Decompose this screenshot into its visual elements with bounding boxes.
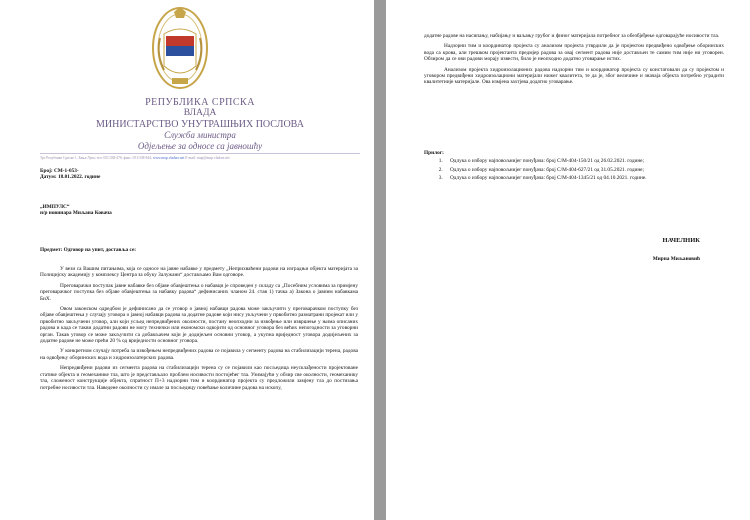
paragraph: У конкретном случају потреба за извођењем непредвиђених радова се појавила у сегменту радова на стабилизацији терена, радова на одвођењу оборинских вода и хидроизолатерских радова. xyxy=(40,348,358,361)
addressee-person: н/р новинара Миљана Ковача xyxy=(40,210,112,217)
department-name: Одјељење за односе са јавношћу xyxy=(137,141,263,151)
document-page-left xyxy=(0,0,374,520)
paragraph: У вези са Вашим питањима, која се односе на јавне набавке у предмету „Неприхваћени радови на изградњи објекта материјата за Полицијску академију у комплексу Центра за обуку Залужани“ достављамо Вам одговоре. xyxy=(40,266,358,279)
ministry-name: МИНИСТАРСТВО УНУТРАШЊИХ ПОСЛОВА xyxy=(96,119,304,130)
attachments xyxy=(424,150,724,184)
government-name: ВЛАДА xyxy=(183,108,217,118)
addressee-org: „ИМПУЛС“ xyxy=(40,204,70,210)
reference-number: Број: СМ-1-053- xyxy=(40,168,79,174)
paragraph: Преговарачки поступак јавне набавке без објаве обавјештења о набавци је спроведен у складу са „Посебним условима за примјену преговарачког поступка без објаве обавјештења за набавку радова“ дефинисаних чланом 24. став 1) тачка а) Закона о јавним набавкама БиХ. xyxy=(40,282,358,302)
attachment-item: 1. Одлука о избору најповољнијег понуђача: број С/М-404-150/21 од 26.02.2021. године; xyxy=(444,158,724,164)
service-name: Служба министра xyxy=(164,130,236,140)
signature-block xyxy=(600,238,700,263)
contact-address: Трг Републике Српске 1, Бања Лука; тел: 051/338-476, факс: 051/338-844; xyxy=(40,156,153,160)
subject-line: Предмет: Одговор на упит, доставља се: xyxy=(40,247,137,253)
coat-of-arms-icon xyxy=(150,4,210,92)
paragraph: Овом законском одредбом је дефинисано да се уговор о јавној набавци радова може закључити у преговарачком поступку без објаве обавјештења у случају уговора о јавној набавци радова за додатне радове који нису укључени у првобитно разматрани пројекат или у првобитно закључени уговор, али који усљед непредвиђених околности, постану неопходни за извођење или извршење у њима описаних радова и када се такви додатни радови не могу технички или економски одвојити од основног уговора без већих непогодности за уговорни орган. Такав уговор се може закључити са добављачем који је додијељен основни уговор, а укупна вриједност уговора додијељених за додатне радове не може прећи 20 % од вриједности основног уговора. xyxy=(40,306,358,345)
attachments-list xyxy=(424,158,724,181)
contact-website[interactable]: www.mup.vladars.net xyxy=(152,156,185,160)
attachment-item: 3. Одлука о избору најповољнијег понуђача: број С/М-404-1345/21 од 04.10.2021. године. xyxy=(444,175,724,181)
reference-date: Датум: 18.01.2022. године xyxy=(40,174,101,181)
paragraph: Анализом пројекта хидроизолационих радова надзорни тим и координатор пројекта су констатовали да су пројектом и уговором предвиђени хидроизолациони материјали нижег квалитета, те да је, због величине и значаја објекта потребно уградити квалитетније материјале. Ова измјена захтјева додатно уговарање. xyxy=(424,66,724,86)
signer-name: Мирна Миљановић xyxy=(652,256,700,263)
contact-email: E-mail: mup@mup.vladars.net xyxy=(185,156,230,160)
body-right xyxy=(424,33,724,90)
attachments-label: Прилог: xyxy=(424,150,444,156)
body-left xyxy=(40,266,358,395)
addressee-block xyxy=(40,204,112,217)
contact-line xyxy=(40,153,360,160)
paragraph: Надзорни тим и координатор пројекта су анализом пројекта утврдили да је пројектом предвиђено одвођење оборинских вода са крова, али грешком пројектанта предмјер радова за овај сегмент радова није достављен те самим тим није ни уговорен. Обзиром да се ови радови морају извести, било је неопходно додатно уговарање истих. xyxy=(424,43,724,63)
paragraph: додатне радове на насипању, набијању и ваљању грубог и финог материјала потребног за обезбјеђење одговарајуће носивости тла. xyxy=(424,33,720,39)
attachment-item: 2. Одлука о избору најповољнијег понуђача: број С/М-404-627/21 од 31.05.2021. године; xyxy=(444,167,724,173)
paragraph: Непредвиђени радови из сегмента радова на стабилизацији терена су се појавили као посљедица неусклађености пројектоване статике објекта и геомеханике тла, што је представљало проблем носивости постојећег тла. Узимајући у обзир све околности, геомеханику тла, сложеност конструкције објекта, спратност П+3 надзорни тим и координатор пројекта су предложили замјену тла до постизања потребне носивости тла. Наведене околности су имале за посљедицу повећање количине радова на ископу, xyxy=(40,365,358,391)
reference-block xyxy=(40,168,100,181)
republic-name: РЕПУБЛИКА СРПСКА xyxy=(145,97,255,108)
signer-title: НАЧЕЛНИК xyxy=(662,237,700,244)
letterhead xyxy=(40,97,360,152)
